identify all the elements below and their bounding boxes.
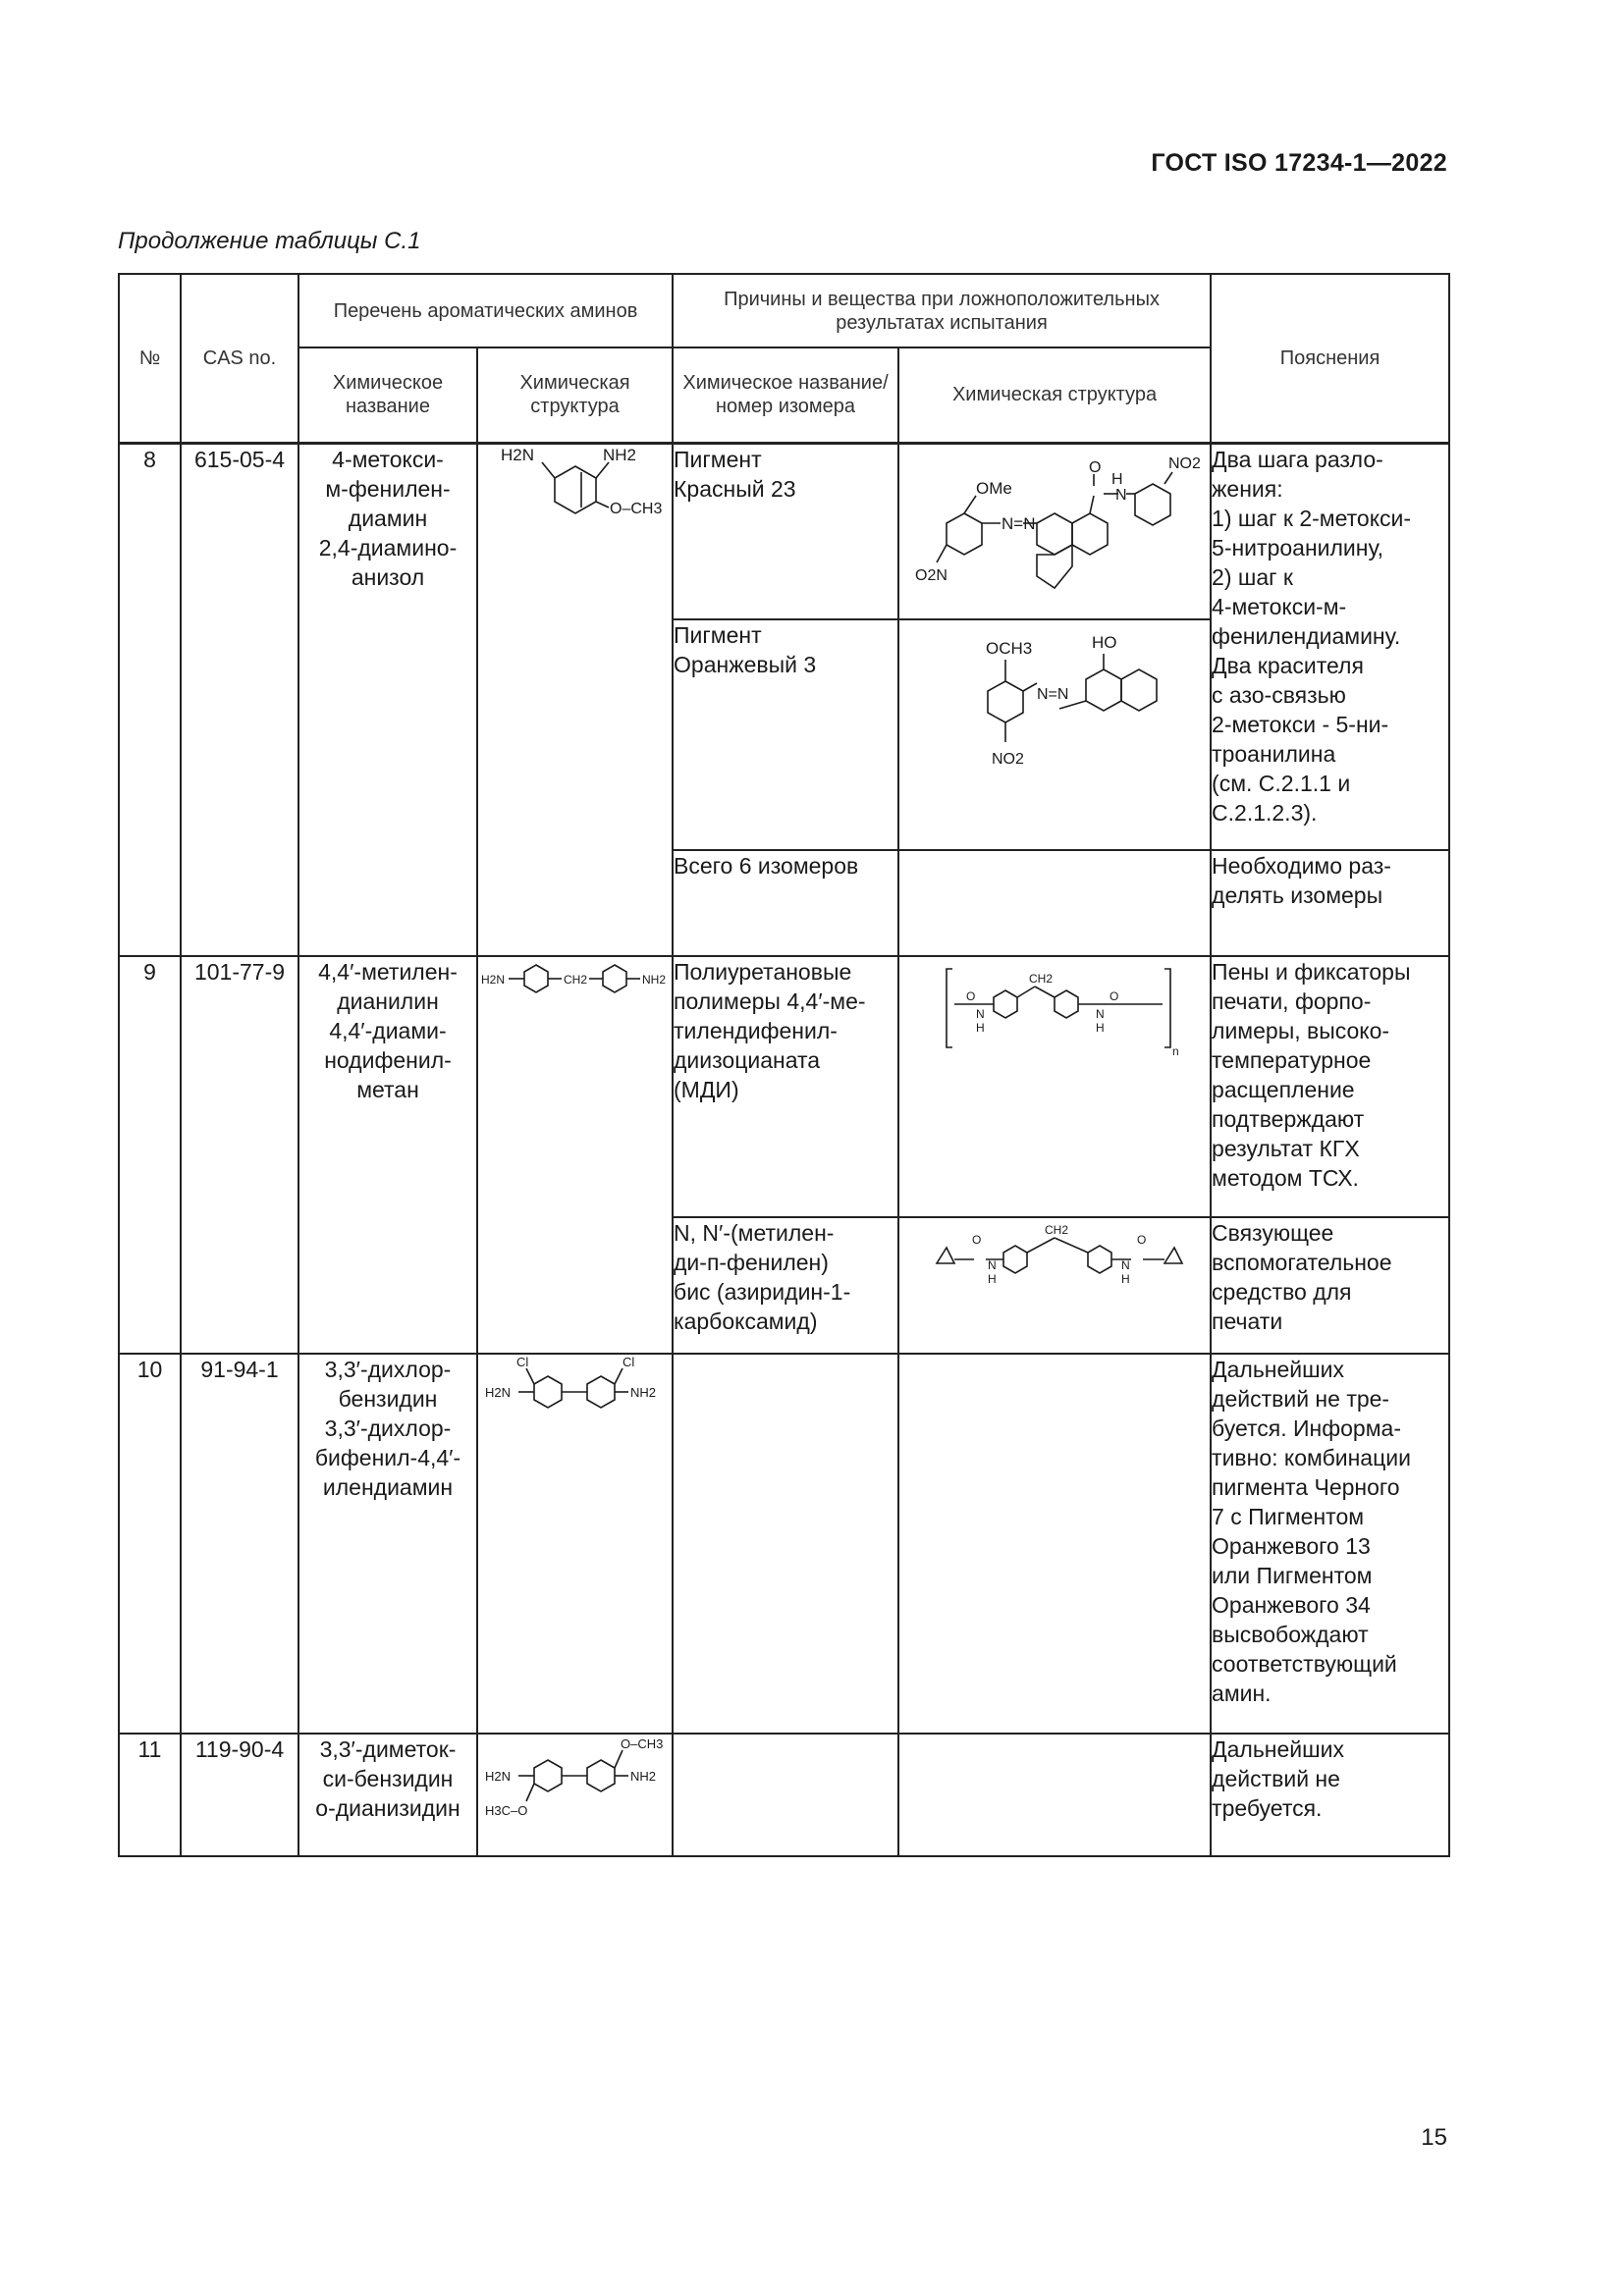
col-header-no: №: [119, 274, 181, 443]
table-caption: Продолжение таблицы С.1: [118, 228, 421, 254]
col-header-causes-group: Причины и вещества при ложноположительных результатах испытания: [673, 274, 1211, 347]
ch2-label: CH2: [1045, 1223, 1069, 1237]
h-label: H: [1121, 1272, 1130, 1286]
amines-table: [118, 273, 1450, 1857]
h-label: H: [988, 1272, 997, 1286]
pigment-orange-3-structure: [898, 619, 1211, 850]
cause-name: Полиуретановые полимеры 4,4′-ме- тилендифенил- диизоцианата (МДИ): [673, 956, 898, 1217]
ho-label: HO: [1092, 633, 1117, 652]
aziridine-carboxamide-structure: [898, 1217, 1211, 1354]
standard-header: ГОСТ ISO 17234-1—2022: [1151, 149, 1447, 177]
och3-label: O–CH3: [620, 1736, 663, 1751]
page-number: 15: [1421, 2124, 1447, 2151]
row-chem-name: 3,3′-диметок- си-бензидин o-дианизидин: [298, 1734, 477, 1856]
polyurethane-mdi-structure: [898, 956, 1211, 1217]
nh2-label: NH2: [641, 973, 666, 987]
empty-cell: [673, 1354, 898, 1734]
n-label: N: [1096, 1007, 1105, 1021]
row-cas: 91-94-1: [181, 1354, 298, 1734]
table-row: [119, 1354, 1449, 1734]
o-label: O: [1137, 1233, 1147, 1247]
row-note: Пены и фиксаторы печати, форпо- лимеры, высоко- температурное расщепление подтверждают результат КГХ методом ТСХ.: [1211, 956, 1449, 1217]
h3co-label: H3C–O: [484, 1803, 527, 1818]
row-cas: 101-77-9: [181, 956, 298, 1354]
nh2-label: NH2: [629, 1385, 656, 1400]
nh2-label: NH2: [629, 1769, 656, 1784]
row-no: 11: [119, 1734, 181, 1856]
row-note: Два шага разло- жения: 1) шаг к 2-метокси- 5-нитроанилину, 2) шаг к 4-метокси-м- фенилендиамину. Два красителя с азо-связью 2-метокси - 5-ни- троанилина (см. С.2.1.1 и С.2.1.2.3).: [1211, 443, 1449, 850]
methylenedianiline-structure: [477, 956, 673, 1354]
col-header-chem-name: Химическое название: [298, 347, 477, 443]
o-label: O: [972, 1233, 982, 1247]
dianisidine-structure: [477, 1734, 673, 1856]
no2-label: NO2: [1168, 454, 1201, 472]
och3-label: OCH3: [986, 639, 1033, 658]
col-header-cause-structure: Химическая структура: [898, 347, 1211, 443]
row-no: 9: [119, 956, 181, 1354]
nh2-label: NH2: [602, 445, 636, 464]
h2n-label: H2N: [484, 1769, 511, 1784]
col-header-notes: Пояснения: [1211, 274, 1449, 443]
h-label: H: [976, 1021, 985, 1035]
row-chem-name: 3,3′-дихлор- бензидин 3,3′-дихлор- бифенил-4,4′- илендиамин: [298, 1354, 477, 1734]
ome-label: OMe: [976, 478, 1012, 498]
ch2-label: CH2: [563, 973, 587, 987]
table-row: [119, 1734, 1449, 1856]
ch2-label: CH2: [1029, 972, 1054, 986]
h-label: H: [1111, 470, 1123, 488]
azo-label: N=N: [1037, 686, 1069, 703]
row-no: 8: [119, 443, 181, 956]
empty-cell: [898, 1734, 1211, 1856]
cause-name: Пигмент Красный 23: [673, 443, 898, 619]
row-cas: 615-05-4: [181, 443, 298, 956]
o2n-label: O2N: [915, 566, 947, 584]
row-no: 10: [119, 1354, 181, 1734]
pigment-red-23-structure: [898, 443, 1211, 619]
col-header-amines-group: Перечень ароматических аминов: [298, 274, 673, 347]
row-cas: 119-90-4: [181, 1734, 298, 1856]
och3-label: O–CH3: [609, 500, 662, 517]
empty-cell: [898, 850, 1211, 956]
row-note: Связующее вспомогательное средство для печати: [1211, 1217, 1449, 1354]
o-label: O: [1089, 458, 1102, 476]
h2n-label: H2N: [484, 1385, 511, 1400]
row-note: Дальнейших действий не требуется.: [1211, 1734, 1449, 1856]
no2-label: NO2: [992, 751, 1024, 768]
o-label: O: [1110, 989, 1119, 1003]
n-label: N: [976, 1007, 985, 1021]
h2n-label: H2N: [480, 973, 505, 987]
cl-label: Cl: [622, 1355, 634, 1369]
row-chem-name: 4,4′-метилен- дианилин 4,4′-диами- нодифенил- метан: [298, 956, 477, 1354]
table-row: [119, 956, 1449, 1217]
row-chem-name: 4-метокси- м-фенилен- диамин 2,4-диамино- анизол: [298, 443, 477, 956]
cause-name: Пигмент Оранжевый 3: [673, 619, 898, 850]
n-label: N: [1115, 486, 1127, 504]
cause-name: N, N′-(метилен- ди-п-фенилен) бис (азиридин-1- карбоксамид): [673, 1217, 898, 1354]
azo-label: N=N: [1001, 513, 1036, 533]
empty-cell: [673, 1734, 898, 1856]
col-header-cas: CAS no.: [181, 274, 298, 443]
n-sub-label: n: [1172, 1044, 1179, 1058]
cause-name: Всего 6 изомеров: [673, 850, 898, 956]
methoxy-phenylenediamine-structure: [477, 443, 673, 956]
o-label: O: [966, 989, 976, 1003]
cl-label: Cl: [515, 1355, 528, 1369]
row-note: Дальнейших действий не тре- буется. Информа- тивно: комбинации пигмента Черного 7 с Пигментом Оранжевого 13 или Пигментом Оранжевого 34 высвобождают соответствующий амин.: [1211, 1354, 1449, 1734]
dichlorobenzidine-structure: [477, 1354, 673, 1734]
empty-cell: [898, 1354, 1211, 1734]
n-label: N: [1121, 1258, 1130, 1272]
col-header-cause-name: Химическое название/номер изомера: [673, 347, 898, 443]
h2n-label: H2N: [500, 445, 534, 464]
n-label: N: [988, 1258, 997, 1272]
col-header-chem-structure: Химическая структура: [477, 347, 673, 443]
row-note: Необходимо раз- делять изомеры: [1211, 850, 1449, 956]
table-row: [119, 443, 1449, 619]
h-label: H: [1096, 1021, 1105, 1035]
